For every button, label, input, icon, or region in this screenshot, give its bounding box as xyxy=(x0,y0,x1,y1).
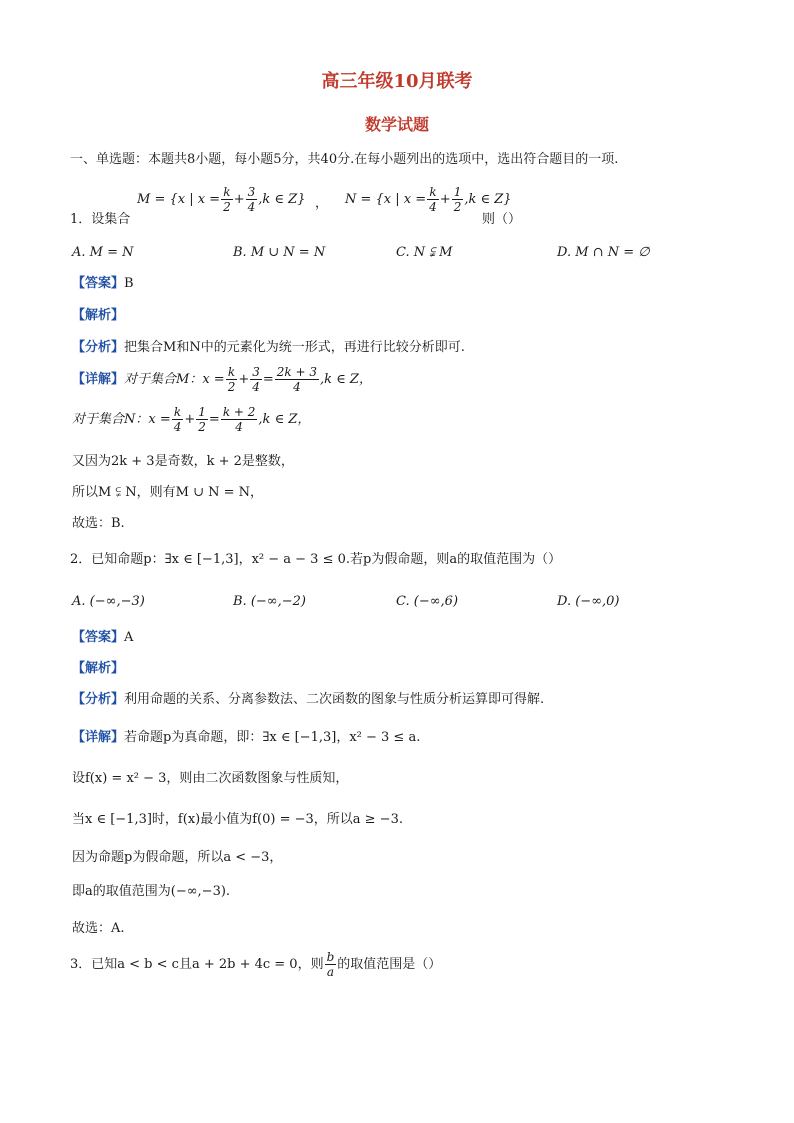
question-1-number: 1．设集合 xyxy=(70,212,131,227)
q2-option-d: D. (−∞,0) xyxy=(557,594,620,609)
question-1-tail: 则（） xyxy=(482,212,522,227)
fraction: $\frac{1}{2}$ xyxy=(198,405,206,434)
q2-option-c: C. (−∞,6) xyxy=(396,594,459,609)
q1-detail-line-3: 又因为2k + 3是奇数，k + 2是整数， xyxy=(72,454,294,469)
q2-option-a: A. (−∞,−3) xyxy=(72,594,145,609)
comma: ， xyxy=(315,196,329,211)
q2-detail: 【详解】若命题p为真命题，即：∃x ∈ [−1,3]，x² − 3 ≤ a. xyxy=(72,730,421,745)
q1-choice: 故选：B. xyxy=(72,516,125,531)
set-n-definition: N = {x | x = $\frac{k}{4}$ + $\frac{1}{2}$ ,k ∈ Z} xyxy=(345,185,512,214)
q2-option-b: B. (−∞,−2) xyxy=(233,594,306,609)
fraction: $\frac{k}{2}$ xyxy=(227,365,236,394)
q1-option-c: C. N ⫋ M xyxy=(396,245,453,260)
q2-choice: 故选：A. xyxy=(72,921,125,936)
q2-analysis-label: 【解析】 xyxy=(72,661,125,676)
q2-line-3: 因为命题p为假命题，所以a < −3， xyxy=(72,850,283,865)
fraction: $\frac{k}{2}$ xyxy=(223,185,231,214)
q2-line-4: 即a的取值范围为(−∞,−3). xyxy=(72,884,231,899)
fraction: $\frac{2k + 3}{4}$ xyxy=(276,365,318,394)
q1-answer: 【答案】B xyxy=(72,276,134,291)
q1-analysis-label: 【解析】 xyxy=(72,308,125,323)
section-heading: 一、单选题：本题共8小题，每小题5分，共40分.在每小题列出的选项中，选出符合题目的一项. xyxy=(70,152,619,167)
q1-option-b: B. M ∪ N = N xyxy=(233,245,326,260)
set-m-definition: M = {x | x = $\frac{k}{2}$ + $\frac{3}{4}$ ,k ∈ Z} xyxy=(137,185,306,214)
question-2-stem: 2．已知命题p：∃x ∈ [−1,3]，x² − a − 3 ≤ 0.若p为假命题，则a的取值范围为（） xyxy=(70,552,562,567)
fraction: $\frac{3}{4}$ xyxy=(252,365,260,394)
q1-detail-line-2: 对于集合N：x = $\frac{k}{4}$ + $\frac{1}{2}$ = $\frac{k + 2}{4}$ ,k ∈ Z， xyxy=(72,405,311,434)
fraction: $\frac{3}{4}$ xyxy=(247,185,256,214)
page-title: 高三年级10月联考 xyxy=(321,71,473,92)
q2-line-1: 设f(x) = x² − 3，则由二次函数图象与性质知， xyxy=(72,771,349,786)
fraction: $\frac{k + 2}{4}$ xyxy=(222,405,256,434)
q2-line-2: 当x ∈ [−1,3]时，f(x)最小值为f(0) = −3，所以a ≥ −3. xyxy=(72,812,403,827)
q1-option-a: A. M = N xyxy=(72,245,134,260)
question-3-stem: 3．已知a < b < c且a + 2b + 4c = 0，则 $\frac{b}{a}$ 的取值范围是（） xyxy=(70,950,442,979)
q1-option-d: D. M ∩ N = ∅ xyxy=(557,245,650,260)
q2-answer: 【答案】A xyxy=(72,630,134,645)
page-subtitle: 数学试题 xyxy=(364,115,429,134)
q1-detail-line-4: 所以M ⫋ N，则有M ∪ N = N， xyxy=(72,485,264,500)
q1-fenxi: 【分析】把集合M和N中的元素化为统一形式，再进行比较分析即可. xyxy=(72,340,465,355)
q1-detail-line-1: 【详解】对于集合M：x = $\frac{k}{2}$ + $\frac{3}{4}$ = $\frac{2k + 3}{4}$ ,k ∈ Z， xyxy=(72,365,372,394)
fraction: $\frac{k}{4}$ xyxy=(173,405,182,434)
fraction: $\frac{b}{a}$ xyxy=(326,950,335,979)
q2-fenxi: 【分析】利用命题的关系、分离参数法、二次函数的图象与性质分析运算即可得解. xyxy=(72,692,545,707)
fraction: $\frac{1}{2}$ xyxy=(453,185,462,214)
fraction: $\frac{k}{4}$ xyxy=(429,185,437,214)
